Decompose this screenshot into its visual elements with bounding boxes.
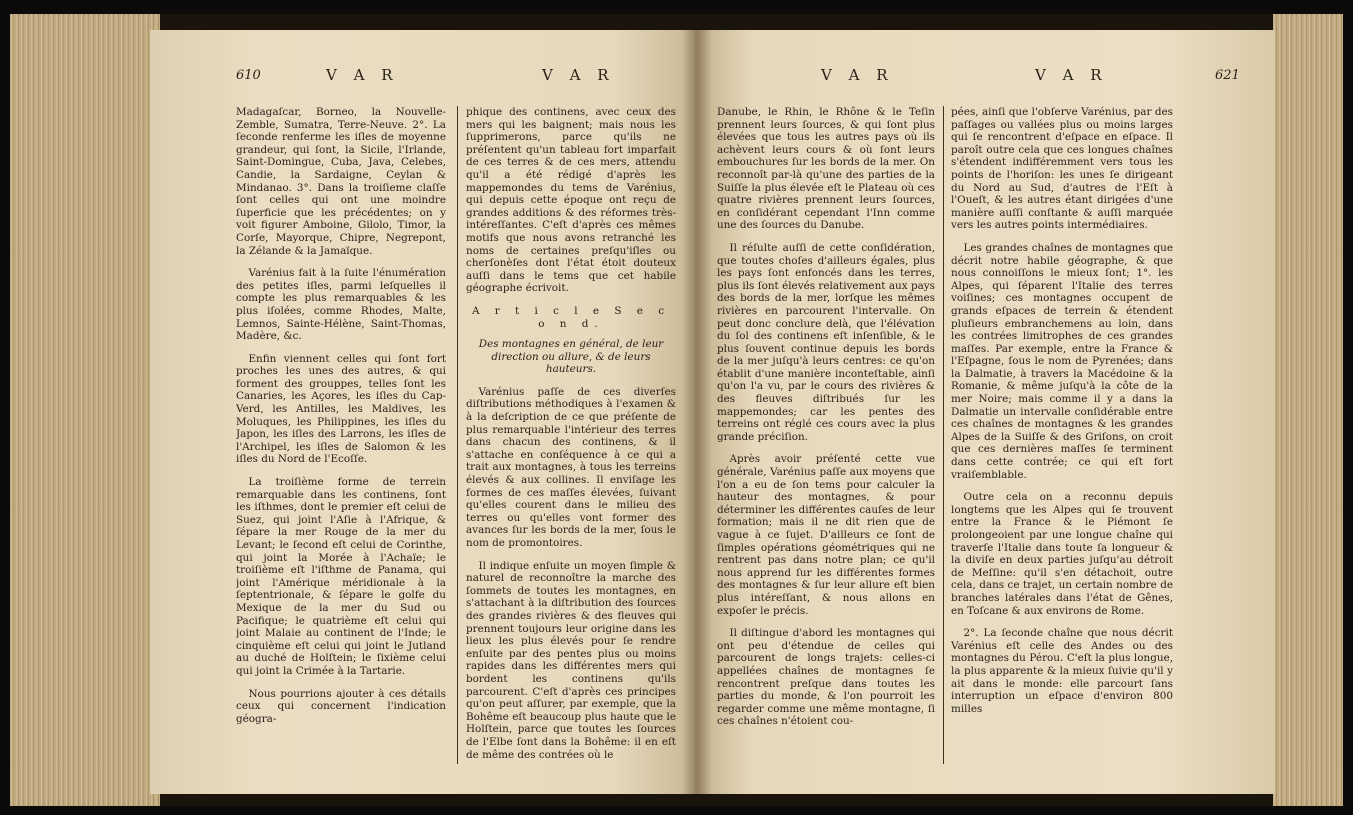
paragraph: pées, ainſi que l'obſerve Varénius, par des paſſages ou vallées plus ou moins larges qui ſe rencontrent d'eſpace en eſpace. Il paroît outre cela que ces longues chaînes s'étendent indifféremment vers tous les points de l'horiſon: les unes ſe dirigeant du Nord au Sud, d'autres de l'Eſt à l'Oueſt, & les autres étant dirigées d'une manière auſſi conſtante & auſſi marquée vers les autres points intermédiaires.	[951, 106, 1173, 232]
running-title-right-col2: V A R	[1035, 66, 1108, 84]
column-divider	[943, 106, 944, 764]
paragraph: Enfin viennent celles qui ſont fort proches les unes des autres, & qui forment des grouppes, telles ſont les Canaries, les Açores, les iſles du Cap-Verd, les Antilles, les Maldives, les Moluques, les Philippines, les iſles du Japon, les iſles des Larrons, les iſles de l'Archipel, les iſles de Salomon & les iſles du Nord de l'Ecoſſe.	[236, 352, 446, 466]
article-subtitle: Des montagnes en général, de leur direction ou allure, & de leurs hauteurs.	[478, 338, 664, 376]
open-book	[10, 14, 1343, 806]
book-gutter	[682, 30, 712, 794]
paragraph: phique des continens, avec ceux des mers qui les baignent; mais nous les ſupprimerons, parce qu'ils ne préſentent qu'un tableau fort imparfait de ces terres & de ces mers, attendu qu'il a été rédigé d'après les mappemondes du tems de Varénius, qui depuis cette époque ont reçu de grandes additions & des réformes très-intéreſſantes. C'eſt d'après ces mêmes motifs que nous avons retranché les noms de certaines preſqu'iſles ou cherſonèſes dont l'état étoit douteux auſſi dans le tems que cet habile géographe écrivoit.	[466, 106, 676, 295]
paragraph: Il diſtingue d'abord les montagnes qui ont peu d'étendue de celles qui parcourent de longs trajets: celles-ci appellées chaînes de montagnes ſe rencontrent preſque dans toutes les parties du monde, & l'on pourroit les regarder comme une même montagne, ſi ces chaînes n'étoient cou-	[717, 627, 935, 728]
paragraph: Les grandes chaînes de montagnes que décrit notre habile géographe, & que nous connoiſſons le mieux ſont; 1°. les Alpes, qui ſéparent l'Italie des terres voiſines; ces montagnes occupent de grands eſpaces de terrein & étendent pluſieurs embranchemens au loin, dans les contrées limitrophes de ces grandes maſſes. Par exemple, entre la France & l'Eſpagne, ſous le nom de Pyrenées; dans la Dalmatie, à travers la Macédoine & la Romanie, & même juſqu'à la côte de la mer Noire; mais comme il y a dans la Dalmatie un intervalle conſidérable entre ces chaînes de montagnes & les grandes Alpes de la Suiſſe & des Griſons, on croit que ces dernières maſſes ſe terminent dans cette contrée; ce qui eſt fort vraiſemblable.	[951, 241, 1173, 481]
paragraph: Il indique enſuite un moyen ſimple & naturel de reconnoître la marche des ſommets de toutes les montagnes, en s'attachant à la diſtribution des ſources des grandes rivières & des fleuves qui prennent toujours leur origine dans les lieux les plus élevés pour ſe rendre enſuite par des pentes plus ou moins rapides dans les différentes mers qui bordent les continens qu'ils parcourent. C'eſt d'après ces principes qu'on peut aſſurer, par exemple, que la Bohême eſt beaucoup plus haute que le Holſtein, parce que toutes les ſources de l'Elbe ſont dans la Bohême: il en eſt de même des contrées où le	[466, 559, 676, 761]
left-column-1	[236, 106, 446, 774]
paragraph: Après avoir préſenté cette vue générale, Varénius paſſe aux moyens que l'on a eu de ſon tems pour calculer la hauteur des montagnes, & pour déterminer les différentes cauſes de leur formation; mais il ne dit rien que de vague à ce ſujet. D'ailleurs ce ſont de ſimples opérations géométriques qui ne rentrent pas dans notre plan; ce qu'il nous apprend ſur les différentes formes des montagnes & ſur leur allure eſt bien plus intéreſſant, & nous allons en expoſer le précis.	[717, 453, 935, 617]
page-edges-right	[1273, 14, 1343, 806]
column-divider	[457, 106, 458, 764]
page-edges-left	[10, 14, 160, 806]
paragraph: Madagaſcar, Borneo, la Nouvelle-Zemble, Sumatra, Terre-Neuve. 2°. La ſeconde renferme les iſles de moyenne grandeur, qui ſont, la Sicile, l'Irlande, Saint-Domingue, Cuba, Java, Celebes, Candie, la Sardaigne, Ceylan & Mindanao. 3°. Dans la troiſieme claſſe ſont celles qui ont une moindre ſuperficie que les précédentes; on y voit figurer Amboine, Gilolo, Timor, la Corſe, Mayorque, Chipre, Negrepont, la Zélande & la Jamaïque.	[236, 106, 446, 257]
paragraph: Danube, le Rhin, le Rhône & le Teſin prennent leurs ſources, & qui ſont plus élevées que tous les autres pays où ils achèvent leurs cours & où ſont leurs embouchures ſur les bords de la mer. On reconnoît par-là qu'une des parties de la Suiſſe la plus élevée eſt le Plateau où ces quatre rivières prennent leurs ſources, en conſidérant cependant l'Inn comme une des ſources du Danube.	[717, 106, 935, 232]
left-page	[150, 30, 695, 794]
running-title-left-col1: V A R	[326, 66, 399, 84]
paragraph: Outre cela on a reconnu depuis longtems que les Alpes qui ſe trouvent entre la France & le Piémont ſe prolongeoient par une longue chaîne qui traverſe l'Italie dans toute ſa longueur & la diviſe en deux parties juſqu'au détroit de Meſſine: qu'il s'en détachoit, outre cela, dans ce trajet, un certain nombre de branches latérales dans l'état de Gênes, en Toſcane & aux environs de Rome.	[951, 491, 1173, 617]
page-number-right: 621	[1215, 68, 1240, 83]
right-column-2	[951, 106, 1173, 774]
paragraph: 2°. La ſeconde chaîne que nous décrit Varénius eſt celle des Andes ou des montagnes du Pérou. C'eſt la plus longue, la plus apparente & la mieux ſuivie qu'il y ait dans le monde: elle parcourt ſans interruption un eſpace d'environ 800 milles	[951, 627, 1173, 715]
left-column-2	[466, 106, 676, 774]
paragraph: Varénius fait à la ſuite l'énumération des petites iſles, parmi leſquelles il compte les plus remarquables & les plus iſolées, comme Rhodes, Malte, Lemnos, Sainte-Hélène, Saint-Thomas, Madère, &c.	[236, 267, 446, 343]
right-column-1	[717, 106, 935, 774]
paragraph: Il réſulte auſſi de cette conſidération, que toutes choſes d'ailleurs égales, plus les pays ſont enfoncés dans les terres, plus ils ſont élevés relativement aux pays des bords de la mer, lorſque les mêmes rivières en parcourent l'intervalle. On peut donc conclure delà, que l'élévation du ſol des continens eſt inſenſible, & le plus ſouvent continue depuis les bords de la mer juſqu'à leurs centres: ce qu'on établit d'une manière inconteſtable, ainſi qu'on l'a vu, par le cours des rivières & des fleuves diſtribués ſur les mappemondes; car les pentes des terreins ont réglé ces cours avec la plus grande préciſion.	[717, 241, 935, 443]
page-number-left: 610	[236, 68, 261, 83]
article-heading: A r t i c l e S e c o n d.	[471, 304, 671, 330]
paragraph: La troiſième forme de terrein remarquable dans les continens, ſont les iſthmes, dont le premier eſt celui de Suez, qui joint l'Aſie à l'Afrique, & ſépare la mer Rouge de la mer du Levant; le ſecond eſt celui de Corinthe, qui joint la Morée à l'Achaïe; le troiſième eſt l'iſthme de Panama, qui joint l'Amérique méridionale à la ſeptentrionale, & ſépare le golfe du Mexique de la mer du Sud ou Pacifique; le quatrième eſt celui qui joint Malaie au continent de l'Inde; le cinquième eſt celui qui joint le Jutland au duché de Holſtein; le ſixième celui qui joint la Crimée à la Tartarie.	[236, 476, 446, 677]
paragraph: Nous pourrions ajouter à ces détails ceux qui concernent l'indication géogra-	[236, 687, 446, 725]
running-title-right-col1: V A R	[821, 66, 894, 84]
paragraph: Varénius paſſe de ces diverſes diſtributions méthodiques à l'examen & à la deſcription de ce que préſente de plus remarquable l'intérieur des terres dans chacun des continens, & il s'attache en conſéquence à ce qui a trait aux montagnes, à tous les terreins élevés & aux collines. Il enviſage les formes de ces maſſes élevées, ſuivant qu'elles courent dans le milieu des terres ou qu'elles vont former des avances ſur les bords de la mer, ſous le nom de promontoires.	[466, 385, 676, 549]
running-title-left-col2: V A R	[542, 66, 615, 84]
right-page	[695, 30, 1275, 794]
